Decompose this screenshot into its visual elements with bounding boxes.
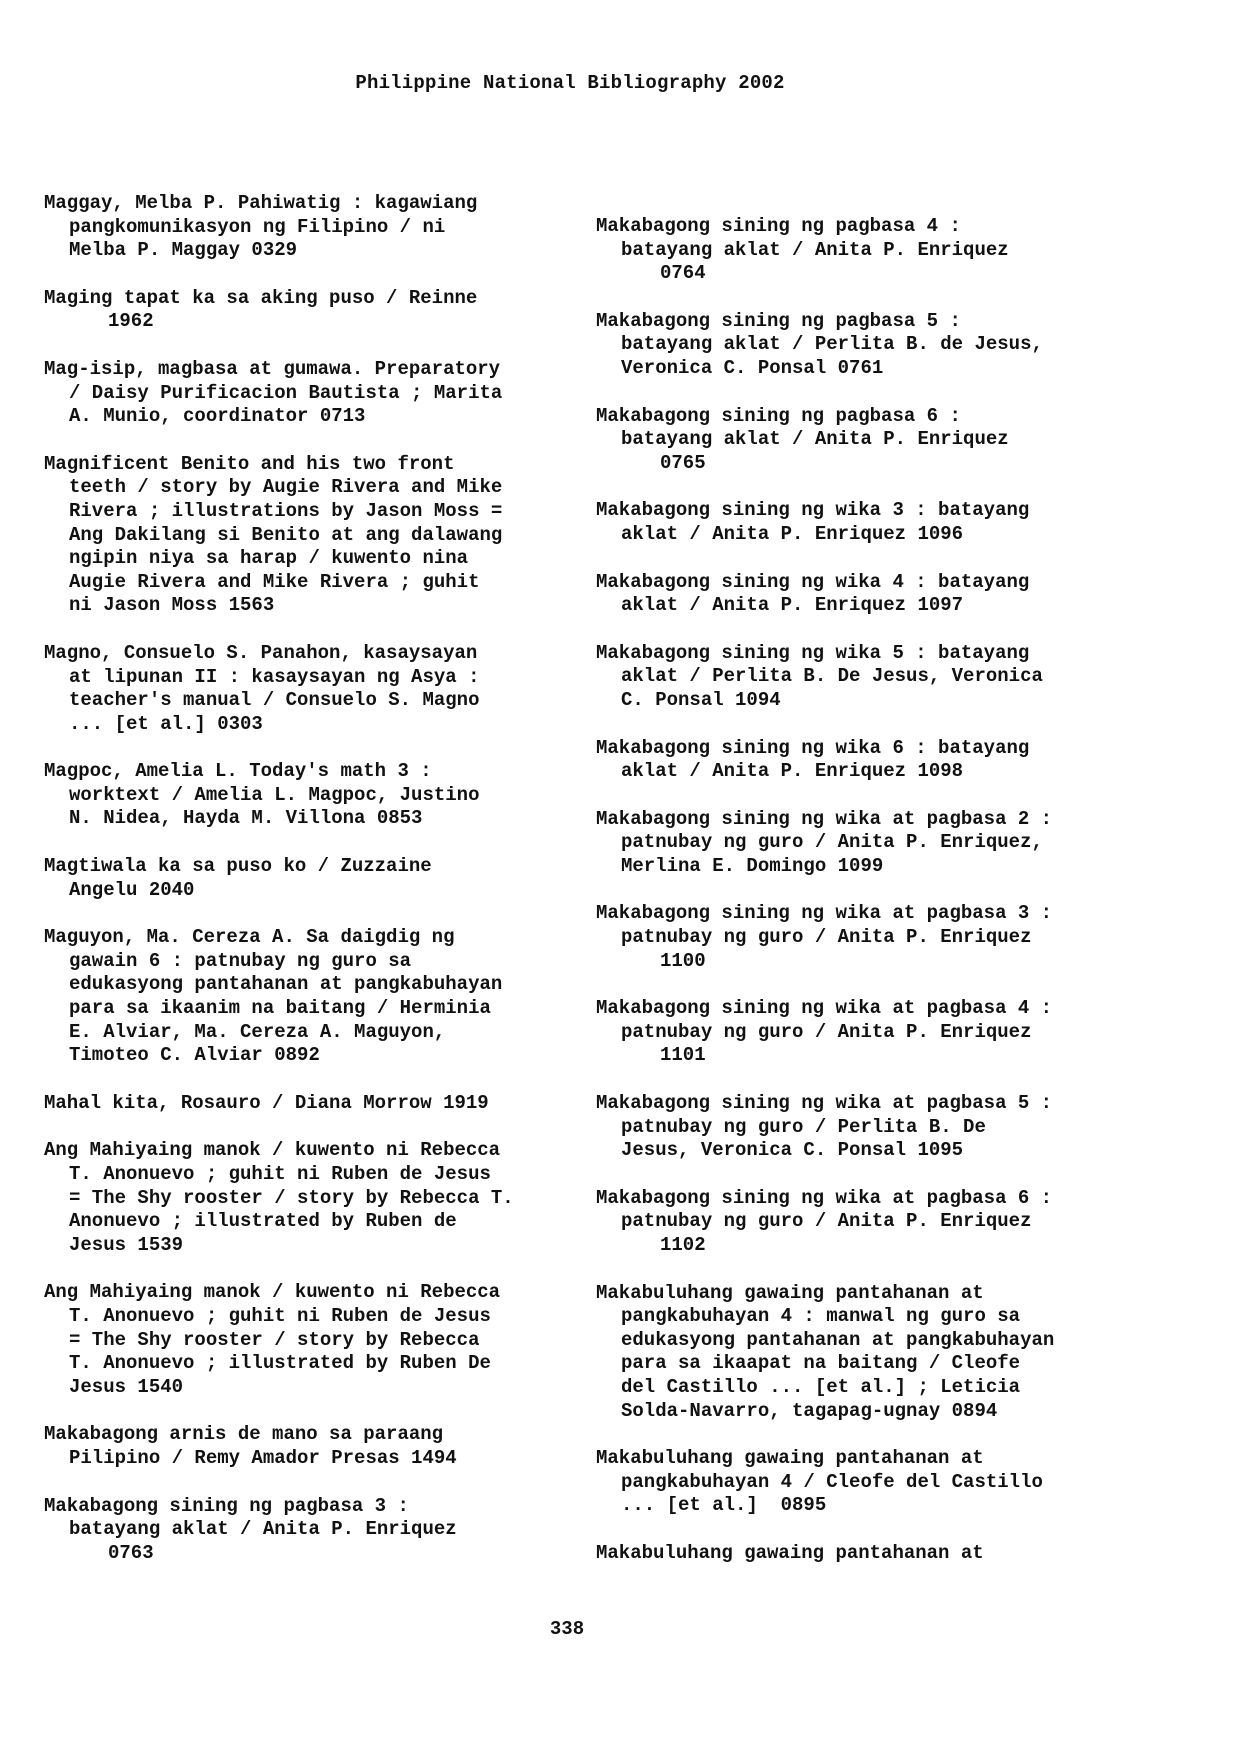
- bibliography-entry: [44, 358, 604, 429]
- bibliography-entry: [44, 642, 604, 736]
- entry-line: Makabagong sining ng wika 3 : batayang: [596, 499, 1030, 522]
- entry-line: Solda-Navarro, tagapag-ugnay 0894: [621, 1399, 998, 1422]
- entry-line: Makabagong sining ng wika 6 : batayang: [596, 736, 1030, 759]
- entry-line: N. Nidea, Hayda M. Villona 0853: [69, 807, 423, 830]
- entry-line: T. Anonuevo ; guhit ni Ruben de Jesus: [69, 1304, 491, 1327]
- entry-line: Ang Mahiyaing manok / kuwento ni Rebecca: [44, 1281, 501, 1304]
- bibliography-entry: [596, 499, 1156, 546]
- entry-line: patnubay ng guro / Anita P. Enriquez: [621, 1020, 1032, 1043]
- bibliography-entry: [596, 808, 1156, 879]
- entry-line: batayang aklat / Anita P. Enriquez: [621, 238, 1009, 261]
- entry-line: Veronica C. Ponsal 0761: [621, 356, 884, 379]
- entry-line: patnubay ng guro / Anita P. Enriquez: [621, 1210, 1032, 1233]
- entry-line: Mag-isip, magbasa at gumawa. Preparatory: [44, 357, 501, 380]
- entry-line: aklat / Anita P. Enriquez 1098: [621, 760, 964, 783]
- entry-line: aklat / Anita P. Enriquez 1097: [621, 594, 964, 617]
- page-number: 338: [549, 1618, 585, 1640]
- entry-line: 0765: [660, 451, 706, 474]
- entry-line: batayang aklat / Anita P. Enriquez: [69, 1518, 457, 1541]
- entry-line: T. Anonuevo ; guhit ni Ruben de Jesus: [69, 1163, 491, 1185]
- bibliography-entry: [44, 287, 604, 334]
- entry-line: 1102: [660, 1234, 706, 1256]
- entry-line: Makabagong sining ng pagbasa 5 :: [596, 309, 961, 332]
- page-header-title: Philippine National Bibliography 2002: [355, 72, 785, 94]
- entry-line: aklat / Anita P. Enriquez 1096: [621, 522, 964, 545]
- bibliography-entry: [596, 1282, 1156, 1424]
- entry-line: = The Shy rooster / story by Rebecca T.: [69, 1186, 514, 1209]
- bibliography-entry: [44, 1423, 604, 1470]
- entry-line: pangkabuhayan 4 / Cleofe del Castillo: [621, 1470, 1043, 1493]
- entry-line: ... [et al.] 0303: [69, 712, 263, 735]
- entry-line: Timoteo C. Alviar 0892: [69, 1044, 320, 1067]
- entry-line: E. Alviar, Ma. Cereza A. Maguyon,: [69, 1020, 446, 1043]
- bibliography-entry: [44, 926, 604, 1068]
- entry-line: edukasyong pantahanan at pangkabuhayan: [69, 973, 503, 996]
- entry-line: at lipunan II : kasaysayan ng Asya :: [69, 665, 480, 688]
- entry-line: Merlina E. Domingo 1099: [621, 854, 884, 877]
- entry-line: ... [et al.] 0895: [621, 1494, 827, 1517]
- entry-line: Makabuluhang gawaing pantahanan at: [596, 1541, 984, 1564]
- entry-line: Magnificent Benito and his two front: [44, 452, 455, 475]
- entry-line: ni Jason Moss 1563: [69, 594, 275, 617]
- entry-line: T. Anonuevo ; illustrated by Ruben De: [69, 1352, 491, 1375]
- bibliography-entry: [44, 1495, 604, 1566]
- bibliography-entry: [596, 737, 1156, 784]
- entry-line: Magtiwala ka sa puso ko / Zuzzaine: [44, 855, 432, 878]
- entry-line: pangkabuhayan 4 : manwal ng guro sa: [621, 1305, 1021, 1328]
- entry-line: / Daisy Purificacion Bautista ; Marita: [69, 381, 503, 404]
- entry-line: Jesus 1539: [69, 1233, 184, 1256]
- entry-line: Angelu 2040: [69, 878, 195, 901]
- bibliography-entry: [44, 453, 604, 618]
- entry-line: Makabuluhang gawaing pantahanan at: [596, 1281, 984, 1304]
- bibliography-entry: [44, 192, 604, 263]
- entry-line: Makabagong sining ng pagbasa 4 :: [596, 215, 961, 237]
- entry-line: Makabagong sining ng wika at pagbasa 4 :: [596, 997, 1053, 1020]
- entry-line: worktext / Amelia L. Magpoc, Justino: [69, 783, 480, 806]
- entry-line: gawain 6 : patnubay ng guro sa: [69, 949, 412, 972]
- entry-line: del Castillo ... [et al.] ; Leticia: [621, 1375, 1021, 1398]
- bibliography-entry: [596, 902, 1156, 973]
- entry-line: Maging tapat ka sa aking puso / Reinne: [44, 286, 478, 309]
- entry-line: Makabagong sining ng wika 4 : batayang: [596, 570, 1030, 593]
- bibliography-entry: [596, 571, 1156, 618]
- entry-line: 1101: [660, 1044, 706, 1067]
- entry-line: Ang Mahiyaing manok / kuwento ni Rebecca: [44, 1139, 501, 1162]
- entry-line: teeth / story by Augie Rivera and Mike: [69, 476, 503, 499]
- entry-line: Makabagong sining ng wika 5 : batayang: [596, 641, 1030, 664]
- bibliography-entry: [596, 1187, 1156, 1258]
- entry-line: ngipin niya sa harap / kuwento nina: [69, 547, 469, 570]
- bibliography-entry: [596, 642, 1156, 713]
- entry-line: 1100: [660, 949, 706, 972]
- entry-line: batayang aklat / Anita P. Enriquez: [621, 428, 1009, 451]
- entry-line: patnubay ng guro / Anita P. Enriquez: [621, 926, 1032, 949]
- entry-line: Mahal kita, Rosauro / Diana Morrow 1919: [44, 1091, 489, 1114]
- entry-line: = The Shy rooster / story by Rebecca: [69, 1328, 480, 1351]
- entry-line: Ang Dakilang si Benito at ang dalawang: [69, 523, 503, 546]
- bibliography-entry: [44, 855, 604, 902]
- entry-line: Magpoc, Amelia L. Today's math 3 :: [44, 760, 432, 783]
- bibliography-column-right: [596, 215, 1156, 1590]
- entry-line: Makabagong sining ng wika at pagbasa 2 :: [596, 807, 1053, 830]
- entry-line: Rivera ; illustrations by Jason Moss =: [69, 499, 503, 522]
- entry-line: batayang aklat / Perlita B. de Jesus,: [621, 333, 1043, 356]
- entry-line: teacher's manual / Consuelo S. Magno: [69, 689, 480, 712]
- entry-line: Jesus, Veronica C. Ponsal 1095: [621, 1139, 964, 1162]
- entry-line: Augie Rivera and Mike Rivera ; guhit: [69, 570, 480, 593]
- entry-line: aklat / Perlita B. De Jesus, Veronica: [621, 665, 1043, 688]
- entry-line: Makabagong sining ng pagbasa 3 :: [44, 1494, 409, 1517]
- bibliography-entry: [596, 1447, 1156, 1518]
- entry-line: A. Munio, coordinator 0713: [69, 405, 366, 428]
- bibliography-entry: [596, 405, 1156, 476]
- entry-line: 1962: [108, 310, 154, 333]
- bibliography-entry: [596, 997, 1156, 1068]
- bibliography-entry: [596, 1542, 1156, 1566]
- entry-line: Makabuluhang gawaing pantahanan at: [596, 1447, 984, 1470]
- bibliography-entry: [44, 1139, 604, 1257]
- entry-line: patnubay ng guro / Perlita B. De: [621, 1115, 986, 1138]
- entry-line: Makabagong sining ng wika at pagbasa 3 :: [596, 902, 1053, 925]
- entry-line: patnubay ng guro / Anita P. Enriquez,: [621, 831, 1043, 854]
- entry-line: pangkomunikasyon ng Filipino / ni: [69, 215, 446, 238]
- entry-line: edukasyong pantahanan at pangkabuhayan: [621, 1328, 1055, 1351]
- entry-line: C. Ponsal 1094: [621, 688, 781, 711]
- entry-line: Magno, Consuelo S. Panahon, kasaysayan: [44, 641, 478, 664]
- bibliography-entry: [596, 215, 1156, 286]
- entry-line: Makabagong arnis de mano sa paraang: [44, 1423, 444, 1446]
- entry-line: Makabagong sining ng wika at pagbasa 5 :: [596, 1092, 1053, 1115]
- entry-line: Maggay, Melba P. Pahiwatig : kagawiang: [44, 192, 478, 214]
- entry-line: para sa ikaanim na baitang / Herminia: [69, 997, 491, 1020]
- entry-line: Pilipino / Remy Amador Presas 1494: [69, 1446, 457, 1469]
- bibliography-column-left: [44, 192, 604, 1589]
- entry-line: Makabagong sining ng pagbasa 6 :: [596, 404, 961, 427]
- bibliography-entry: [596, 310, 1156, 381]
- entry-line: Jesus 1540: [69, 1375, 184, 1398]
- bibliography-entry: [44, 1092, 604, 1116]
- entry-line: Maguyon, Ma. Cereza A. Sa daigdig ng: [44, 926, 455, 949]
- bibliography-entry: [44, 1281, 604, 1399]
- entry-line: Melba P. Maggay 0329: [69, 239, 298, 262]
- bibliography-entry: [596, 1092, 1156, 1163]
- entry-line: 0764: [660, 262, 706, 285]
- entry-line: 0763: [108, 1541, 154, 1564]
- entry-line: Anonuevo ; illustrated by Ruben de: [69, 1210, 457, 1233]
- bibliography-entry: [44, 760, 604, 831]
- entry-line: para sa ikaapat na baitang / Cleofe: [621, 1352, 1021, 1375]
- entry-line: Makabagong sining ng wika at pagbasa 6 :: [596, 1186, 1053, 1209]
